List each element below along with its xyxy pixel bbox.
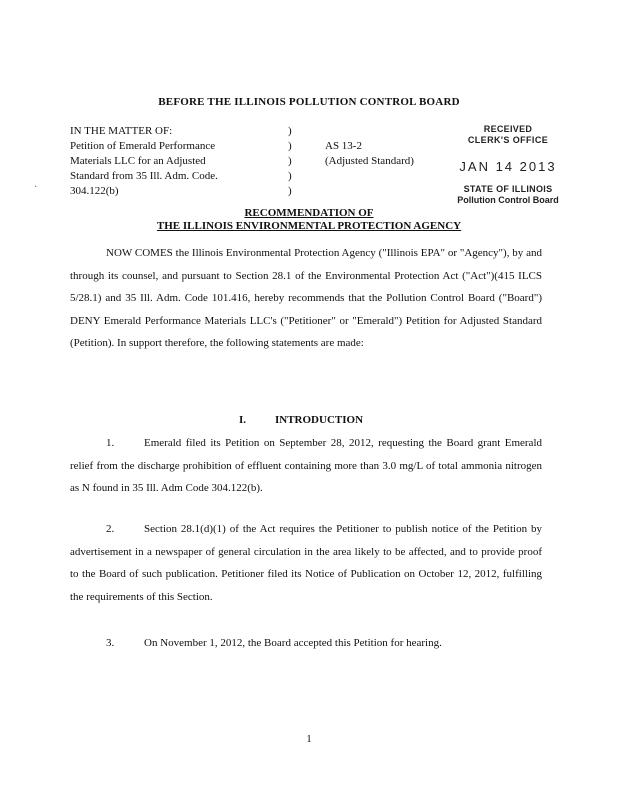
paren: ) [288, 155, 292, 167]
paren: ) [288, 140, 292, 152]
stamp-clerks-office: CLERK'S OFFICE [467, 135, 549, 145]
board-heading: BEFORE THE ILLINOIS POLLUTION CONTROL BOARD [158, 96, 460, 108]
intro-paragraph: NOW COMES the Illinois Environmental Protection Agency ("Illinois EPA" or "Agency"), by and through its counsel, and pursuant to Section 28.1 of the Environmental Protection Act ("Act")(415 ILCS 5/28.1) and 35 Ill. Adm. Code 101.416, hereby recommends that the Pollution Control Board ("Board") DENY Emerald Performance Materials LLC's ("Petitioner" or "Emerald") Petition for Adjusted Standard (Petition). In support therefore, the following statements are made: [70, 247, 542, 349]
paragraph-number: 2. [106, 523, 115, 535]
caption-case [325, 139, 414, 169]
numbered-paragraph [70, 432, 542, 500]
section-title: INTRODUCTION [275, 414, 364, 426]
paragraph-text: On November 1, 2012, the Board accepted this Petition for hearing. [144, 637, 442, 649]
section-number: I. [239, 414, 247, 426]
received-stamp [452, 124, 564, 206]
paren: ) [288, 185, 292, 197]
paragraph-number: 3. [106, 637, 115, 649]
caption-parentheses [288, 124, 292, 199]
stamp-received: RECEIVED [483, 124, 533, 134]
caption-matter [70, 124, 285, 199]
paragraph-text: Emerald filed its Petition on September 28, 2012, requesting the Board grant Emerald relief from the discharge prohibition of effluent containing more than 3.0 mg/L of total ammonia nitrogen as N found in 35 Ill. Adm Code 304.122(b). [70, 437, 542, 494]
caption-line: Petition of Emerald Performance [70, 140, 216, 152]
caption-line: Materials LLC for an Adjusted [70, 155, 206, 167]
numbered-paragraph [70, 518, 542, 608]
document-title [0, 207, 618, 233]
caption-line: IN THE MATTER OF: [70, 125, 173, 137]
caption-line: 304.122(b) [70, 185, 119, 197]
paren: ) [288, 170, 292, 182]
paragraph-text: Section 28.1(d)(1) of the Act requires the Petitioner to publish notice of the Petition by advertisement in a newspaper of general circulation in the area likely to be affected, and to provide proof to the Board of such publication. Petitioner filed its Notice of Publication on October 12, 2012, fulfilling the requirements of this Section. [70, 523, 542, 603]
numbered-paragraph [70, 632, 542, 655]
title-line-1: RECOMMENDATION OF [244, 207, 374, 219]
margin-mark: · [34, 182, 38, 193]
page-number: 1 [306, 733, 312, 745]
case-number: AS 13-2 [325, 140, 362, 152]
stamp-date: JAN 14 2013 [459, 159, 557, 174]
stamp-state: STATE OF ILLINOIS [463, 184, 553, 194]
paragraph-number: 1. [106, 437, 115, 449]
caption-line: Standard from 35 Ill. Adm. Code. [70, 170, 218, 182]
paren: ) [288, 125, 292, 137]
stamp-board: Pollution Control Board [457, 195, 559, 205]
case-type: (Adjusted Standard) [325, 155, 414, 167]
title-line-2: THE ILLINOIS ENVIRONMENTAL PROTECTION AGENCY [156, 220, 462, 232]
